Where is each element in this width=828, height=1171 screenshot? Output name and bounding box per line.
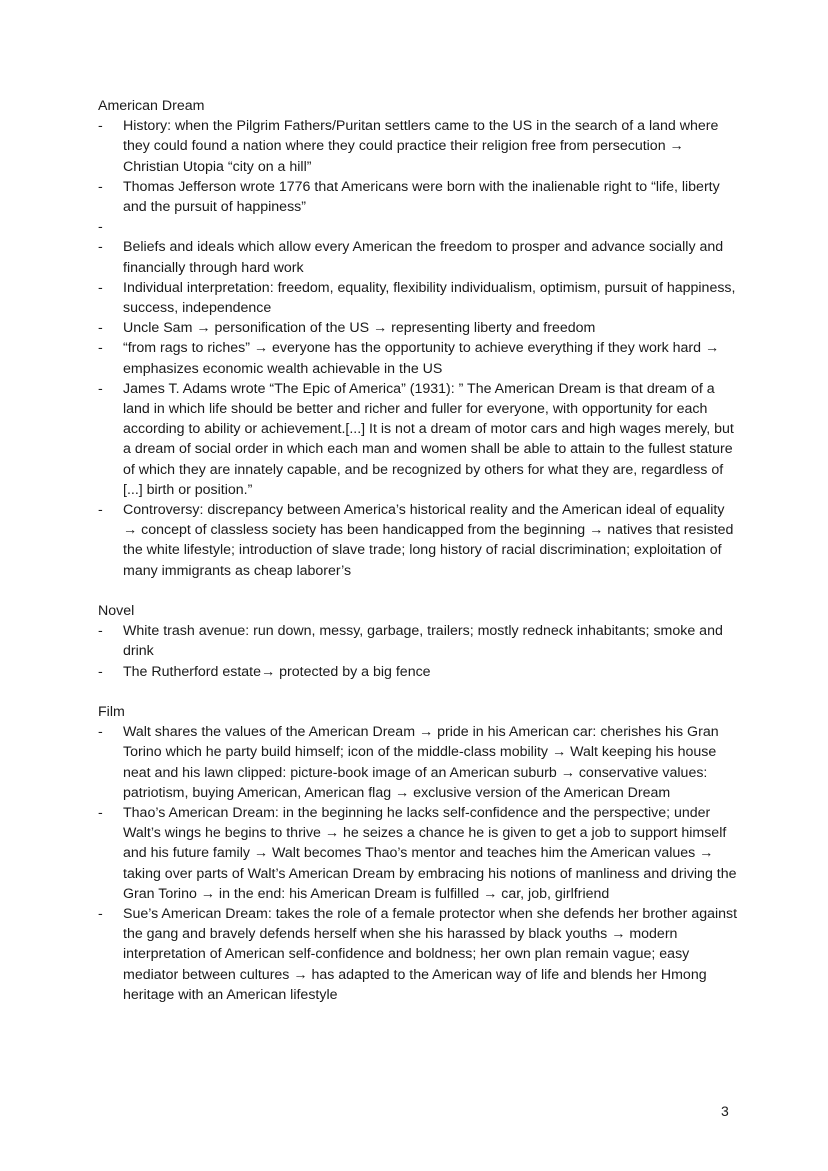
bullet-dash: - (98, 805, 103, 822)
list-item-text: James T. Adams wrote “The Epic of America” (1931): ” The American Dream is that dream of a land in which life should be better and richer and fuller for everyone, with opportunity for each according to ability or achievement.[...] It is not a dream of motor cars and high wages merely, but a dream of social order in which each man and women shall be able to attain to the fullest stature of which they are innately capable, and be recognized by others for what they are, regardless of [...] birth or position.” (123, 380, 734, 498)
list-item (98, 803, 738, 904)
list-item (98, 237, 738, 277)
list-item (98, 379, 738, 500)
list-item (98, 116, 738, 177)
section-novel (98, 601, 738, 682)
list-item (98, 500, 738, 581)
list-item (98, 177, 738, 217)
list-item-text: Thao’s American Dream: in the beginning he lacks self-confidence and the perspective; under Walt’s wings he begins to thrive → he seizes a chance he is given to get a job to support himself and his future family → Walt becomes Thao’s mentor and teaches him the American values → taking over parts of Walt’s American Dream by embracing his notions of manliness and driving the Gran Torino → in the end: his American Dream is fulfilled → car, job, girlfriend (123, 805, 737, 902)
list-item-text: History: when the Pilgrim Fathers/Puritan settlers came to the US in the search of a land where they could found a nation where they could practice their religion free from persecution → Christian Utopia “city on a hill” (123, 118, 719, 175)
bullet-dash: - (98, 340, 103, 357)
bullet-dash: - (98, 906, 103, 923)
bullet-dash: - (98, 724, 103, 741)
section-spacer (98, 581, 738, 601)
list-item-text: “from rags to riches” → everyone has the opportunity to achieve everything if they work hard → emphasizes economic wealth achievable in the US (123, 340, 720, 377)
list-item (98, 904, 738, 1005)
section-heading: American Dream (98, 98, 205, 114)
list-item-text: Walt shares the values of the American Dream → pride in his American car: cherishes his Gran Torino which he party build himself; icon of the middle-class mobility → Walt keeping his house neat and his lawn clipped: picture-book image of an American suburb → conservative values: patriotism, buying American, American flag → exclusive version of the American Dream (123, 724, 719, 801)
section-heading: Novel (98, 603, 135, 620)
section-american-dream (98, 96, 738, 581)
section-film (98, 702, 738, 1005)
bullet-list (98, 116, 738, 581)
list-item (98, 662, 738, 682)
bullet-dash: - (98, 623, 103, 640)
bullet-list (98, 621, 738, 682)
list-item-text: Thomas Jefferson wrote 1776 that Americans were born with the inalienable right to “life, liberty and the pursuit of happiness” (123, 178, 720, 216)
document-page (98, 96, 738, 1005)
page-number: 3 (721, 1103, 729, 1119)
bullet-dash: - (98, 320, 103, 337)
list-item-text: White trash avenue: run down, messy, garbage, trailers; mostly redneck inhabitants; smoke and drink (123, 623, 723, 660)
list-item (98, 217, 738, 237)
bullet-dash: - (98, 239, 103, 256)
list-item-text: Sue’s American Dream: takes the role of a female protector when she defends her brother against the gang and bravely defends herself when she his harassed by black youths → modern interpretation of American self-confidence and boldness; her own plan remain vague; easy mediator between cultures → has adapted to the American way of life and blends her Hmong heritage with an American lifestyle (123, 906, 738, 1003)
bullet-dash: - (98, 279, 103, 296)
list-item-text: Individual interpretation: freedom, equality, flexibility individualism, optimism, pursuit of happiness, success, independence (123, 279, 736, 317)
list-item-text: Controversy: discrepancy between America’s historical reality and the American ideal of equality → concept of classless society has been handicapped from the beginning → natives that resisted the white lifestyle; introduction of slave trade; long history of racial discrimination; exploitation of many immigrants as cheap laborer’s (123, 502, 734, 579)
list-item (98, 318, 738, 338)
list-item (98, 278, 738, 318)
bullet-dash: - (98, 219, 103, 236)
bullet-dash: - (98, 118, 103, 135)
list-item-text: The Rutherford estate→ protected by a big fence (123, 663, 431, 680)
list-item (98, 722, 738, 803)
bullet-dash: - (98, 380, 103, 397)
list-item-text: Beliefs and ideals which allow every American the freedom to prosper and advance socially and financially through hard work (123, 239, 724, 276)
list-item (98, 338, 738, 378)
bullet-dash: - (98, 663, 103, 680)
section-spacer (98, 682, 738, 702)
section-heading: Film (98, 704, 125, 721)
list-item-text: Uncle Sam → personification of the US → representing liberty and freedom (123, 320, 596, 337)
bullet-list (98, 722, 738, 1005)
bullet-dash: - (98, 502, 103, 519)
bullet-dash: - (98, 178, 103, 195)
list-item (98, 621, 738, 661)
